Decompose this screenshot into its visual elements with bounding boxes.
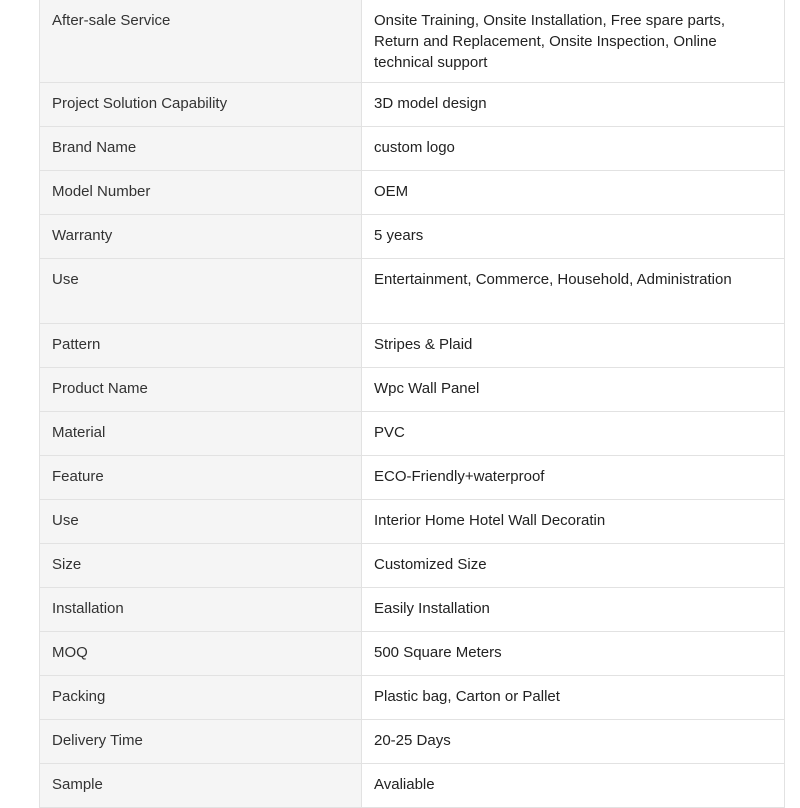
table-row [40, 215, 785, 259]
spec-value: PVC [362, 412, 785, 456]
spec-value: Stripes & Plaid [362, 324, 785, 368]
spec-value: Customized Size [362, 544, 785, 588]
spec-value: Entertainment, Commerce, Household, Administration [362, 259, 785, 324]
spec-value: 5 years [362, 215, 785, 259]
spec-value: Wpc Wall Panel [362, 368, 785, 412]
table-row [40, 764, 785, 808]
spec-value: 3D model design [362, 83, 785, 127]
spec-label: Sample [40, 764, 362, 808]
product-specs-table [39, 0, 785, 808]
spec-label: MOQ [40, 632, 362, 676]
spec-value: 500 Square Meters [362, 632, 785, 676]
spec-label: Brand Name [40, 127, 362, 171]
table-row [40, 456, 785, 500]
spec-label: Size [40, 544, 362, 588]
table-row [40, 259, 785, 324]
spec-label: Material [40, 412, 362, 456]
spec-value: ECO-Friendly+waterproof [362, 456, 785, 500]
table-row [40, 171, 785, 215]
table-row [40, 720, 785, 764]
spec-value: 20-25 Days [362, 720, 785, 764]
table-row [40, 83, 785, 127]
spec-label: Warranty [40, 215, 362, 259]
spec-value: Interior Home Hotel Wall Decoratin [362, 500, 785, 544]
table-row [40, 324, 785, 368]
spec-value: OEM [362, 171, 785, 215]
spec-label: Product Name [40, 368, 362, 412]
table-row [40, 368, 785, 412]
spec-label: Packing [40, 676, 362, 720]
spec-label: Installation [40, 588, 362, 632]
spec-label: Project Solution Capability [40, 83, 362, 127]
spec-label: Model Number [40, 171, 362, 215]
table-row [40, 588, 785, 632]
spec-value: Avaliable [362, 764, 785, 808]
table-row [40, 412, 785, 456]
spec-value: Onsite Training, Onsite Installation, Free spare parts, Return and Replacement, Onsite Inspection, Online technical support [362, 0, 785, 83]
spec-label: Pattern [40, 324, 362, 368]
table-row [40, 676, 785, 720]
table-row [40, 127, 785, 171]
spec-label: Feature [40, 456, 362, 500]
table-row [40, 632, 785, 676]
spec-label: After-sale Service [40, 0, 362, 83]
spec-value: Easily Installation [362, 588, 785, 632]
spec-label: Delivery Time [40, 720, 362, 764]
spec-value: Plastic bag, Carton or Pallet [362, 676, 785, 720]
spec-label: Use [40, 500, 362, 544]
table-row [40, 0, 785, 83]
spec-value: custom logo [362, 127, 785, 171]
spec-label: Use [40, 259, 362, 324]
product-specs-container [39, 0, 784, 808]
table-row [40, 500, 785, 544]
table-row [40, 544, 785, 588]
